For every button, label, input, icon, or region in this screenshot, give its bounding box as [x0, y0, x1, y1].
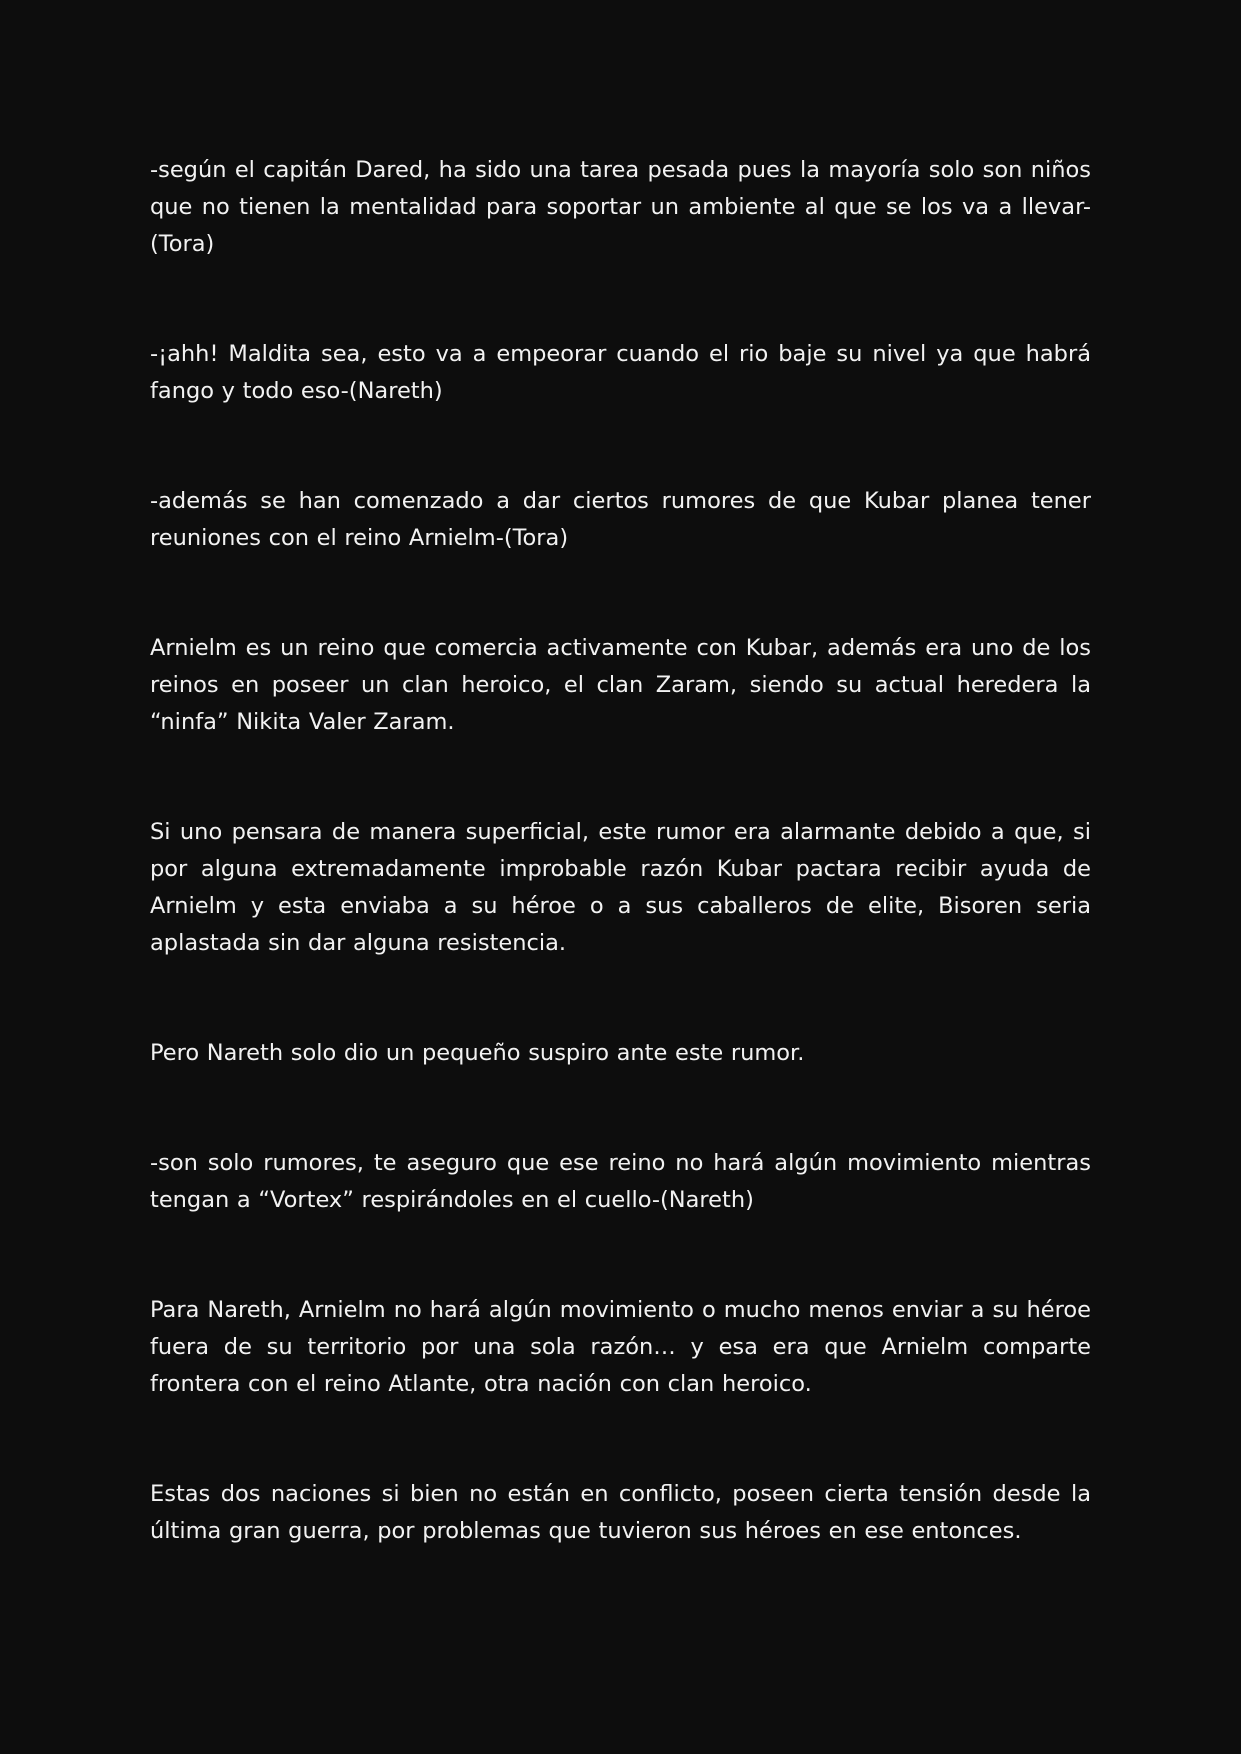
paragraph: Si uno pensara de manera superficial, este rumor era alarmante debido a que, si por alguna extremadamente improbable razón Kubar pactara recibir ayuda de Arnielm y esta enviaba a su héroe o a sus caballeros de elite, Bisoren seria aplastada sin dar alguna resistencia. — [150, 819, 1091, 956]
paragraph: -además se han comenzado a dar ciertos rumores de que Kubar planea tener reuniones con el reino Arnielm-(Tora) — [150, 488, 1091, 551]
paragraph: Estas dos naciones si bien no están en conflicto, poseen cierta tensión desde la última gran guerra, por problemas que tuvieron sus héroes en ese entonces. — [150, 1481, 1091, 1544]
document-page — [150, 152, 1091, 1623]
paragraph: Para Nareth, Arnielm no hará algún movimiento o mucho menos enviar a su héroe fuera de su territorio por una sola razón… y esa era que Arnielm comparte frontera con el reino Atlante, otra nación con clan heroico. — [150, 1297, 1091, 1397]
paragraph: -son solo rumores, te aseguro que ese reino no hará algún movimiento mientras tengan a “Vortex” respirándoles en el cuello-(Nareth) — [150, 1150, 1091, 1213]
paragraph: Pero Nareth solo dio un pequeño suspiro ante este rumor. — [150, 1040, 805, 1066]
paragraph: -según el capitán Dared, ha sido una tarea pesada pues la mayoría solo son niños que no tienen la mentalidad para soportar un ambiente al que se los va a llevar-(Tora) — [150, 157, 1091, 257]
paragraph: Arnielm es un reino que comercia activamente con Kubar, además era uno de los reinos en poseer un clan heroico, el clan Zaram, siendo su actual heredera la “ninfa” Nikita Valer Zaram. — [150, 635, 1091, 735]
paragraph: -¡ahh! Maldita sea, esto va a empeorar cuando el rio baje su nivel ya que habrá fango y todo eso-(Nareth) — [150, 341, 1091, 404]
